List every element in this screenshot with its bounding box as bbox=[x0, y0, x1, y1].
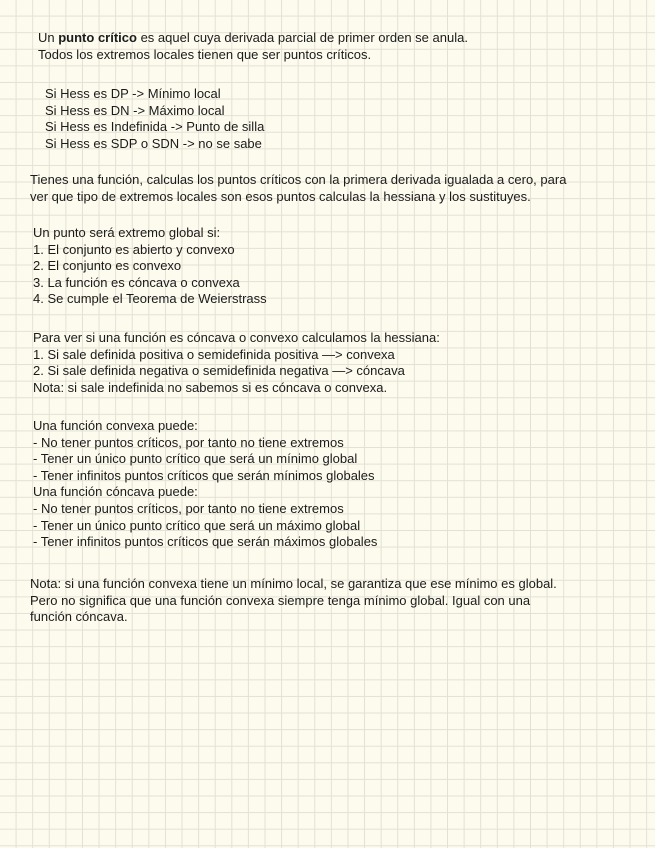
list-item: - Tener un único punto crítico que será un mínimo global bbox=[33, 451, 358, 467]
concavity-block bbox=[33, 330, 440, 396]
final-note-line-1: Nota: si una función convexa tiene un mínimo local, se garantiza que ese mínimo es global. bbox=[30, 576, 557, 591]
intro-block bbox=[38, 30, 468, 63]
convex-heading: Una función convexa puede: bbox=[33, 418, 198, 433]
list-item: 4. Se cumple el Teorema de Weierstrass bbox=[33, 291, 267, 307]
list-item: 2. Si sale definida negativa o semidefinida negativa —> cóncava bbox=[33, 363, 405, 379]
list-item: 1. El conjunto es abierto y convexo bbox=[33, 241, 235, 257]
procedure-line-1: Tienes una función, calculas los puntos críticos con la primera derivada igualada a cero, para bbox=[30, 172, 567, 187]
list-item: - No tener puntos críticos, por tanto no tiene extremos bbox=[33, 500, 344, 516]
final-note-block bbox=[30, 576, 557, 626]
intro-line-2: Todos los extremos locales tienen que ser puntos críticos. bbox=[38, 46, 372, 62]
hessian-rule: Si Hess es DN -> Máximo local bbox=[45, 102, 225, 118]
final-note-line-2: Pero no significa que una función convexa siempre tenga mínimo global. Igual con una bbox=[30, 592, 531, 608]
hessian-rule: Si Hess es DP -> Mínimo local bbox=[45, 86, 221, 101]
list-item: - Tener infinitos puntos críticos que serán máximos globales bbox=[33, 534, 378, 550]
hessian-rule: Si Hess es SDP o SDN -> no se sabe bbox=[45, 135, 262, 151]
final-note-line-3: función cóncava. bbox=[30, 609, 128, 625]
function-cases-block bbox=[33, 418, 377, 551]
list-item: 3. La función es cóncava o convexa bbox=[33, 274, 240, 290]
global-extreme-heading: Un punto será extremo global si: bbox=[33, 225, 221, 240]
intro-line-1: Un punto crítico es aquel cuya derivada parcial de primer orden se anula. bbox=[38, 30, 468, 45]
term-punto-critico: punto crítico bbox=[58, 30, 137, 45]
procedure-line-2: ver que tipo de extremos locales son esos puntos calculas la hessiana y los sustituyes. bbox=[30, 188, 531, 204]
list-item: - No tener puntos críticos, por tanto no tiene extremos bbox=[33, 434, 344, 450]
concavity-heading: Para ver si una función es cóncava o convexo calculamos la hessiana: bbox=[33, 330, 440, 345]
hessian-rules-block bbox=[45, 86, 264, 152]
list-item: 2. El conjunto es convexo bbox=[33, 258, 182, 274]
list-item: 1. Si sale definida positiva o semidefinida positiva —> convexa bbox=[33, 346, 395, 362]
concave-heading: Una función cóncava puede: bbox=[33, 484, 198, 500]
list-item: - Tener un único punto crítico que será un máximo global bbox=[33, 517, 361, 533]
list-item: Nota: si sale indefinida no sabemos si es cóncava o convexa. bbox=[33, 379, 388, 395]
list-item: - Tener infinitos puntos críticos que serán mínimos globales bbox=[33, 467, 375, 483]
hessian-rule: Si Hess es Indefinida -> Punto de silla bbox=[45, 119, 265, 135]
global-extreme-block bbox=[33, 225, 267, 308]
procedure-block bbox=[30, 172, 566, 205]
